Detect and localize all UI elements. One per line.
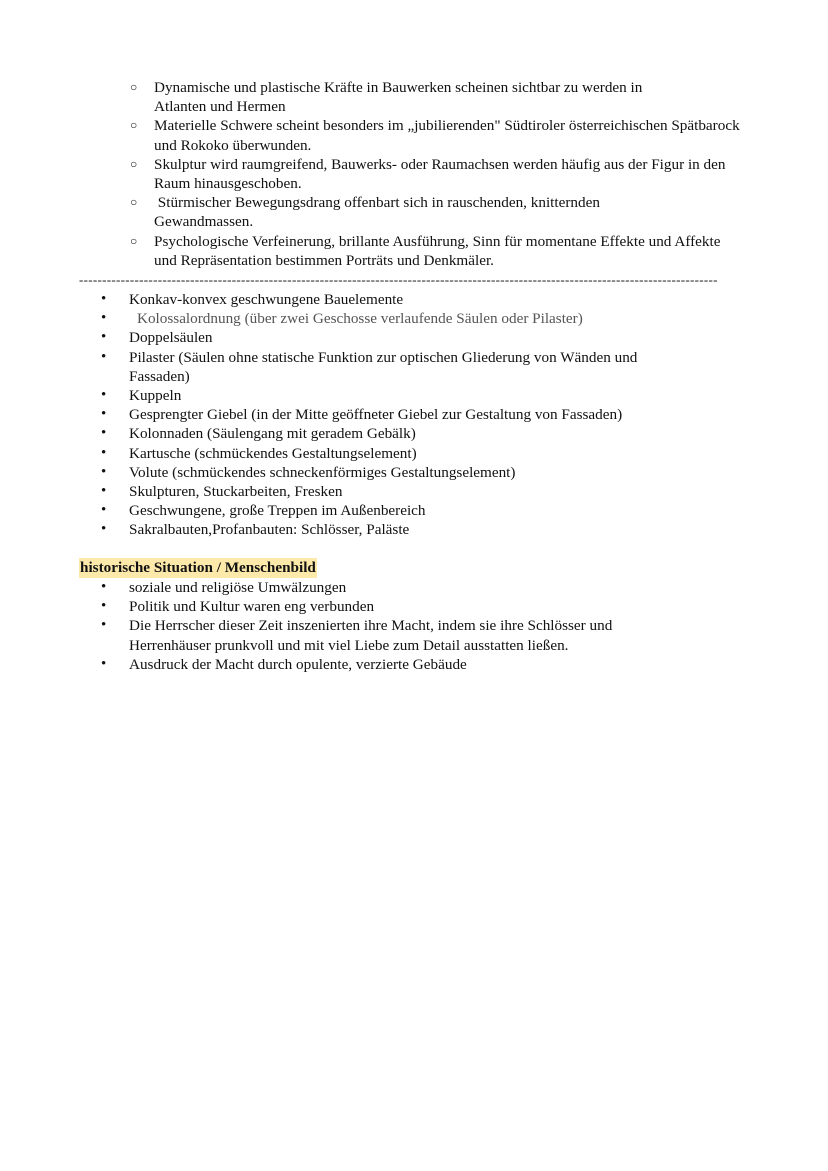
list-item-text: Dynamische und plastische Kräfte in Bauwerken scheinen sichtbar zu werden in Atlanten und Hermen bbox=[154, 79, 643, 116]
bullet-icon: • bbox=[101, 598, 107, 615]
list-item bbox=[0, 655, 709, 674]
bullet-icon: • bbox=[101, 655, 107, 672]
history-list bbox=[0, 578, 828, 674]
list-item bbox=[0, 405, 729, 424]
list-item bbox=[0, 348, 694, 386]
list-item bbox=[0, 520, 709, 539]
list-item-text: Kolossalordnung (über zwei Geschosse verlaufende Säulen oder Pilaster) bbox=[137, 310, 583, 328]
list-item bbox=[0, 463, 709, 482]
list-item bbox=[0, 232, 734, 270]
list-item-text: Ausdruck der Macht durch opulente, verzierte Gebäude bbox=[129, 655, 467, 673]
list-item bbox=[0, 578, 709, 597]
list-item bbox=[0, 482, 709, 501]
hollow-bullet-icon: ○ bbox=[130, 118, 138, 133]
list-item-text: Pilaster (Säulen ohne statische Funktion zur optischen Gliederung von Wänden und Fassaden) bbox=[129, 348, 638, 385]
list-item bbox=[0, 616, 674, 654]
bullet-icon: • bbox=[101, 387, 107, 404]
bullet-icon: • bbox=[101, 502, 107, 519]
list-item-text: Kolonnaden (Säulengang mit geradem Gebälk) bbox=[129, 425, 416, 443]
list-item-text: Skulptur wird raumgreifend, Bauwerks- oder Raumachsen werden häufig aus der Figur in den Raum hinausgeschoben. bbox=[154, 155, 726, 193]
list-item-text: Die Herrscher dieser Zeit inszenierten ihre Macht, indem sie ihre Schlösser und Herrenhäuser prunkvoll und mit viel Liebe zum Detail ausstatten ließen. bbox=[129, 617, 613, 654]
list-item bbox=[0, 309, 709, 328]
list-item bbox=[0, 444, 709, 463]
list-item-text: Psychologische Verfeinerung, brillante Ausführung, Sinn für momentane Effekte und Affekte und Repräsentation bestimmen Porträts und Denkmäler. bbox=[154, 232, 721, 269]
list-item-text: Volute (schmückendes schneckenförmiges Gestaltungselement) bbox=[129, 463, 516, 481]
dashed-divider: ------------------------------------------------------------------------------------------------------------------------------------------ bbox=[79, 272, 718, 287]
list-item-text: Konkav-konvex geschwungene Bauelemente bbox=[129, 291, 404, 308]
list-item bbox=[0, 328, 709, 347]
list-item-text: Sakralbauten,Profanbauten: Schlösser, Paläste bbox=[129, 521, 410, 539]
list-item bbox=[0, 501, 709, 520]
list-item-text: Stürmischer Bewegungsdrang offenbart sich in rauschenden, knitternden Gewandmassen. bbox=[154, 194, 604, 231]
bullet-icon: • bbox=[101, 444, 107, 461]
list-item-text: Geschwungene, große Treppen im Außenbereich bbox=[129, 502, 426, 520]
bullet-icon: • bbox=[101, 310, 107, 327]
list-item-text: Kartusche (schmückendes Gestaltungselement) bbox=[129, 444, 417, 462]
list-item bbox=[0, 193, 654, 231]
sub-bullet-list bbox=[0, 78, 828, 270]
hollow-bullet-icon: ○ bbox=[130, 156, 138, 171]
bullet-icon: • bbox=[101, 406, 107, 423]
bullet-icon: • bbox=[101, 579, 107, 595]
hollow-bullet-icon: ○ bbox=[130, 233, 138, 248]
list-item bbox=[0, 424, 709, 443]
bullet-icon: • bbox=[101, 463, 107, 480]
list-item bbox=[0, 290, 709, 309]
bullet-icon: • bbox=[101, 617, 107, 634]
list-item bbox=[0, 155, 764, 193]
list-item-text: Materielle Schwere scheint besonders im „jubilierenden" Südtiroler österreichischen Spätbarock und Rokoko überwunden. bbox=[154, 117, 740, 154]
hollow-bullet-icon: ○ bbox=[130, 195, 138, 210]
list-item bbox=[0, 78, 694, 116]
list-item bbox=[0, 386, 709, 405]
list-item-text: Doppelsäulen bbox=[129, 329, 213, 347]
section-heading: historische Situation / Menschenbild bbox=[80, 559, 316, 576]
features-list bbox=[0, 290, 828, 540]
bullet-icon: • bbox=[101, 348, 107, 365]
hollow-bullet-icon: ○ bbox=[130, 80, 138, 94]
bullet-icon: • bbox=[101, 291, 107, 307]
list-item-text: Gesprengter Giebel (in der Mitte geöffneter Giebel zur Gestaltung von Fassaden) bbox=[129, 406, 623, 424]
list-item-text: soziale und religiöse Umwälzungen bbox=[129, 579, 347, 596]
bullet-icon: • bbox=[101, 483, 107, 500]
bullet-icon: • bbox=[101, 329, 107, 346]
bullet-icon: • bbox=[101, 521, 107, 538]
list-item-text: Politik und Kultur waren eng verbunden bbox=[129, 598, 375, 616]
list-item-text: Kuppeln bbox=[129, 387, 182, 405]
list-item bbox=[0, 597, 709, 616]
list-item-text: Skulpturen, Stuckarbeiten, Fresken bbox=[129, 483, 343, 501]
bullet-icon: • bbox=[101, 425, 107, 442]
list-item bbox=[0, 116, 744, 154]
